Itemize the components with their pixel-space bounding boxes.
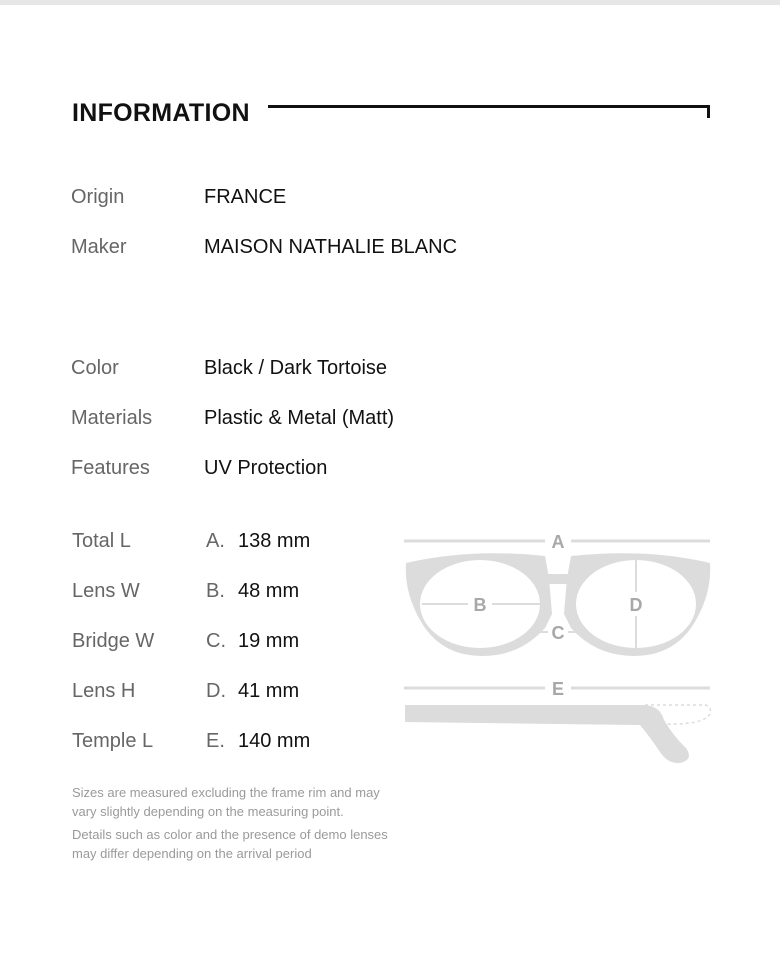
size-letter: C. [206, 630, 226, 652]
size-letter: D. [206, 680, 226, 702]
row-label: Features [71, 457, 150, 479]
label-a: A [551, 532, 565, 552]
row-label: Color [71, 357, 119, 379]
size-label: Temple L [72, 730, 154, 752]
label-e: E [551, 679, 565, 699]
section-title: INFORMATION [72, 99, 250, 127]
row-label: Maker [71, 236, 127, 258]
row-value: FRANCE [204, 186, 287, 208]
size-letter: E. [206, 730, 225, 752]
size-label: Lens H [72, 680, 136, 702]
row-label: Materials [71, 407, 153, 429]
size-value: 48 mm [238, 580, 300, 602]
temple-arm-icon [405, 705, 710, 763]
size-letter: B. [206, 580, 225, 602]
size-label: Total L [72, 530, 131, 552]
size-label: Lens W [72, 580, 140, 602]
size-letter: A. [206, 530, 225, 552]
row-value: MAISON NATHALIE BLANC [204, 236, 458, 258]
total-length-measure [404, 532, 710, 552]
size-value: 19 mm [238, 630, 300, 652]
label-d: D [629, 595, 643, 615]
label-c: C [551, 623, 565, 643]
row-value: Plastic & Metal (Matt) [204, 407, 395, 429]
row-value: UV Protection [204, 457, 328, 479]
row-label: Origin [71, 186, 125, 208]
note-arrival: Details such as color and the presence of demo lenses may differ depending on the arrival period [72, 827, 388, 861]
temple-length-measure [404, 679, 710, 699]
size-value: 138 mm [238, 530, 311, 552]
size-label: Bridge W [72, 630, 155, 652]
label-b: B [473, 595, 487, 615]
note-measurement: Sizes are measured excluding the frame rim and may vary slightly depending on the measuring point. [72, 785, 380, 819]
row-value: Black / Dark Tortoise [204, 357, 388, 379]
size-value: 140 mm [238, 730, 311, 752]
size-value: 41 mm [238, 680, 300, 702]
measurement-notes [72, 783, 402, 863]
